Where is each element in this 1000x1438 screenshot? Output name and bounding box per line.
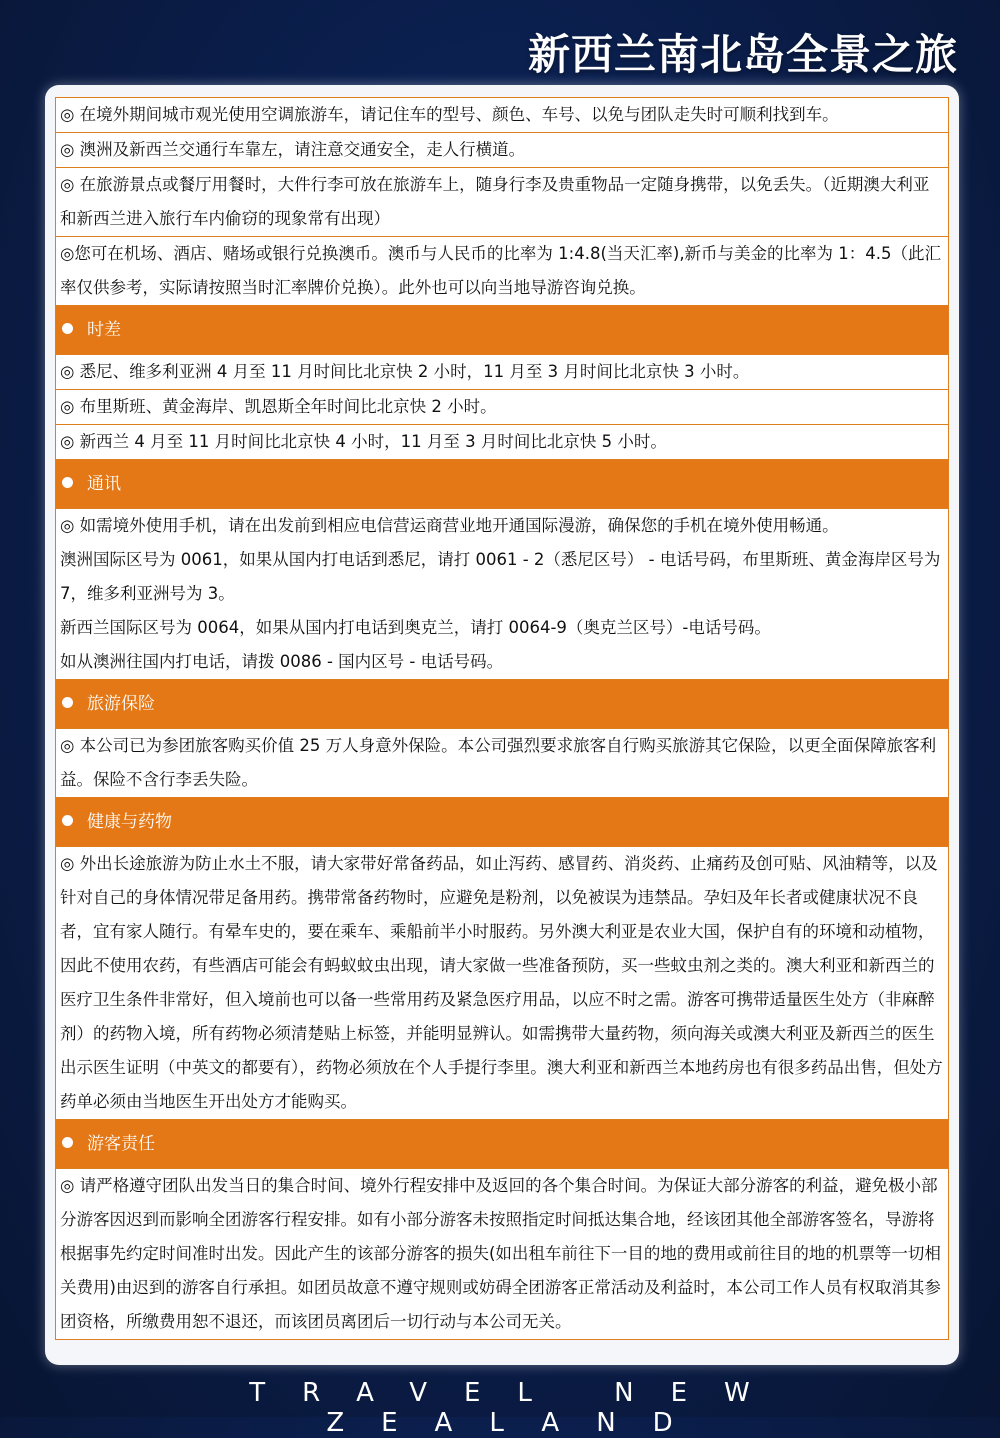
- bullet-icon: [62, 697, 73, 708]
- bullet-icon: [62, 815, 73, 826]
- footer-tagline: TRAVEL NEW ZEALAND: [249, 1378, 787, 1438]
- section-header-insurance: [56, 680, 948, 729]
- paragraph: 新西兰国际区号为 0064，如果从国内打电话到奥克兰，请打 0064-9（奥克兰区号）-电话号码。: [60, 618, 771, 637]
- list-item: ◎ 布里斯班、黄金海岸、凯恩斯全年时间比北京快 2 小时。: [56, 390, 948, 425]
- info-table: [55, 97, 949, 1340]
- list-item: ◎ 在境外期间城市观光使用空调旅游车，请记住车的型号、颜色、车号、以免与团队走失时可顺利找到车。: [56, 98, 948, 133]
- paragraph: ◎ 如需境外使用手机，请在出发前到相应电信营运商营业地开通国际漫游，确保您的手机在境外使用畅通。: [60, 516, 839, 535]
- bullet-icon: [62, 477, 73, 488]
- insurance-text: ◎ 本公司已为参团旅客购买价值 25 万人身意外保险。本公司强烈要求旅客自行购买旅游其它保险，以更全面保障旅客利益。保险不含行李丢失险。: [56, 729, 948, 798]
- bullet-icon: [62, 323, 73, 334]
- list-item: ◎ 悉尼、维多利亚洲 4 月至 11 月时间比北京快 2 小时，11 月至 3 月时间比北京快 3 小时。: [56, 355, 948, 390]
- section-header-health: [56, 798, 948, 847]
- section-title: 时差: [87, 320, 121, 340]
- section-title: 通讯: [87, 474, 121, 494]
- section-title: 健康与药物: [87, 812, 172, 832]
- section-header-communication: [56, 460, 948, 509]
- communication-text: [56, 509, 948, 680]
- section-title: 旅游保险: [87, 694, 155, 714]
- section-title: 游客责任: [87, 1134, 155, 1154]
- paragraph: 如从澳洲往国内打电话，请拨 0086 - 国内区号 - 电话号码。: [60, 652, 504, 671]
- list-item: ◎ 在旅游景点或餐厅用餐时，大件行李可放在旅游车上，随身行李及贵重物品一定随身携带，以免丢失。（近期澳大利亚和新西兰进入旅行车内偷窃的现象常有出现）: [56, 168, 948, 237]
- page-title: 新西兰南北岛全景之旅: [527, 30, 958, 79]
- health-text: ◎ 外出长途旅游为防止水土不服，请大家带好常备药品，如止泻药、感冒药、消炎药、止痛药及创可贴、风油精等，以及针对自己的身体情况带足备用药。携带常备药物时，应避免是粉剂，以免被误为违禁品。孕妇及年长者或健康状况不良者，宜有家人随行。有晕车史的，要在乘车、乘船前半小时服药。另外澳大利亚是农业大国，保护自有的环境和动植物，因此不使用农药，有些酒店可能会有蚂蚁蚊虫出现，请大家做一些准备预防，买一些蚊虫剂之类的。澳大利亚和新西兰的医疗卫生条件非常好，但入境前也可以备一些常用药及紧急医疗用品，以应不时之需。游客可携带适量医生处方（非麻醉剂）的药物入境，所有药物必须清楚贴上标签，并能明显辨认。如需携带大量药物，须向海关或澳大利亚及新西兰的医生出示医生证明（中英文的都要有），药物必须放在个人手提行李里。澳大利亚和新西兰本地药房也有很多药品出售，但处方药单必须由当地医生开出处方才能购买。: [56, 847, 948, 1120]
- section-header-time: [56, 306, 948, 355]
- section-header-responsibility: [56, 1120, 948, 1169]
- bullet-icon: [62, 1137, 73, 1148]
- paragraph: 澳洲国际区号为 0061，如果从国内打电话到悉尼，请打 0061 - 2（悉尼区号） - 电话号码，布里斯班、黄金海岸区号为 7，维多利亚洲号为 3。: [60, 550, 941, 603]
- responsibility-text: ◎ 请严格遵守团队出发当日的集合时间、境外行程安排中及返回的各个集合时间。为保证大部分游客的利益，避免极小部分游客因迟到而影响全团游客行程安排。如有小部分游客未按照指定时间抵达集合地，经该团其他全部游客签名，导游将根据事先约定时间准时出发。因此产生的该部分游客的损失(如出租车前往下一目的地的费用或前往目的地的机票等一切相关费用)由迟到的游客自行承担。如团员故意不遵守规则或妨碍全团游客正常活动及利益时，本公司工作人员有权取消其参团资格，所缴费用恕不退还，而该团员离团后一切行动与本公司无关。: [60, 1176, 941, 1331]
- list-item: ◎ 澳洲及新西兰交通行车靠左，请注意交通安全，走人行横道。: [56, 133, 948, 168]
- list-item: ◎您可在机场、酒店、赌场或银行兑换澳币。澳币与人民币的比率为 1:4.8(当天汇率),新币与美金的比率为 1：4.5（此汇率仅供参考，实际请按照当时汇率牌价兑换）。此外也可以向当地导游咨询兑换。: [56, 237, 948, 306]
- list-item: ◎ 新西兰 4 月至 11 月时间比北京快 4 小时，11 月至 3 月时间比北京快 5 小时。: [56, 425, 948, 460]
